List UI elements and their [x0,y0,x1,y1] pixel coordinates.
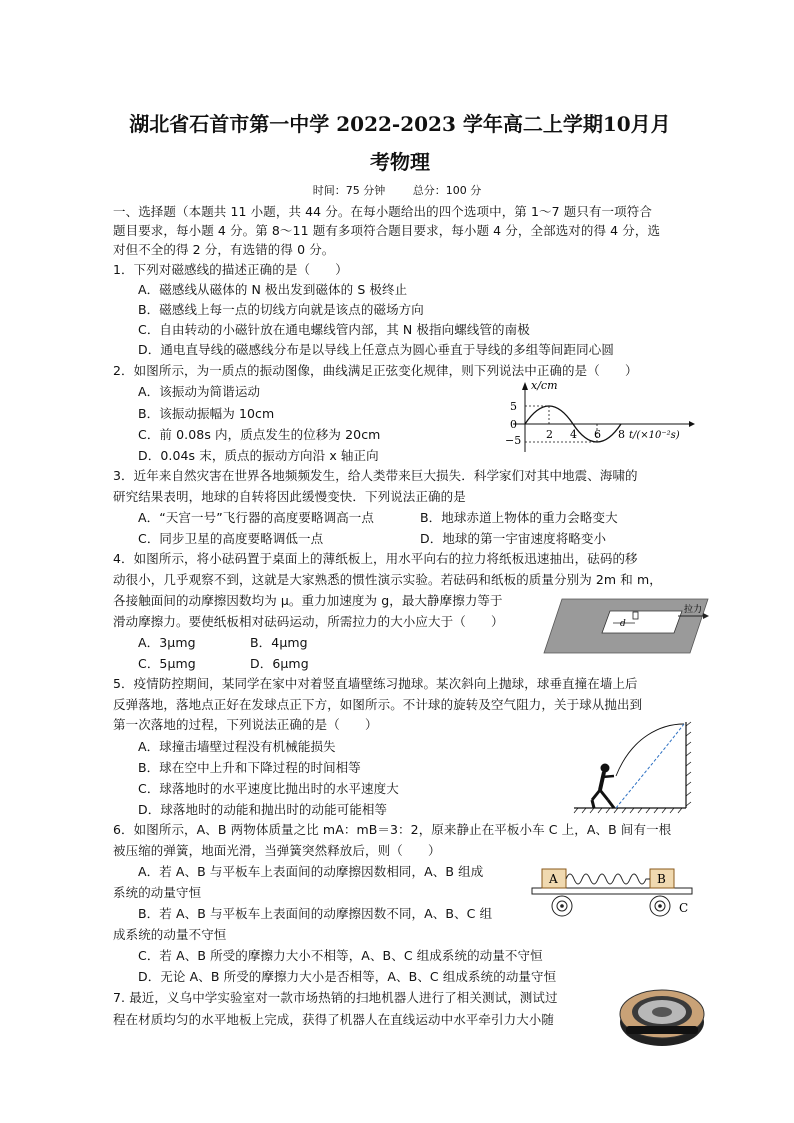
question-5-option: C．球落地时的水平速度比抛出时的水平速度大 [138,781,399,796]
question-4-option: D．6μmg [250,656,309,671]
question-4-option: B．4μmg [250,635,308,650]
question-1-option: B．磁感线上每一点的切线方向就是该点的磁场方向 [138,302,424,317]
exam-title-line1: 湖北省石首市第一中学 2022-2023 学年高二上学期10月月 [129,112,671,136]
question-3-option: B．地球赤道上物体的重力会略变大 [420,510,618,525]
question-5-stem: 反弹落地，落地点正好在发球点正下方，如图所示。不计球的旋转及空气阻力，关于球从抛出到 [113,697,643,712]
thrower-figure [592,764,614,808]
y-tick-neg5: −5 [505,434,522,447]
question-6-option: 系统的动量守恒 [113,885,202,900]
score-label: 总分：100 分 [412,184,482,197]
question-5-option: D．球落地时的动能和抛出时的动能可能相等 [138,802,388,817]
question-1-stem: 1．下列对磁感线的描述正确的是（ ） [113,262,348,277]
question-4-option: C．5μmg [138,656,196,671]
question-4-stem: 4．如图所示，将小砝码置于桌面上的薄纸板上，用水平向右的拉力将纸板迅速抽出，砝码的移 [113,551,638,566]
question-3-option: A．“天宫一号”飞行器的高度要略调高一点 [138,510,375,525]
question-2-option: C．前 0.08s 内，质点发生的位移为 20cm [138,427,381,442]
question-6-option: 成系统的动量不守恒 [113,927,227,942]
vibration-graph [505,376,705,456]
section-instructions: 对但不全的得 2 分，有选错的得 0 分。 [113,242,335,257]
x-tick-8: 8 [618,428,625,441]
time-label: 时间：75 分钟 [312,184,386,197]
y-tick-0: 0 [510,418,517,431]
exam-title-line2: 考物理 [370,150,430,174]
block-a-label: A [549,872,558,886]
question-6-stem: 6．如图所示，A、B 两物体质量之比 mA：mB＝3：2，原来静止在平板小车 C 上，A、B 间有一根 [113,822,672,837]
question-4-stem: 各接触面间的动摩擦因数均为 μ。重力加速度为 g，最大静摩擦力等于 [113,593,503,608]
wall-ball-figure [572,716,702,816]
question-5-stem: 5．疫情防控期间，某同学在家中对着竖直墙壁练习抛球。某次斜向上抛球，球垂直撞在墙上后 [113,676,638,691]
robot-vacuum-image [616,982,708,1050]
question-2-option: A．该振动为简谐运动 [138,384,261,399]
x-axis-label: t/(×10⁻²s) [629,430,680,441]
x-tick-4: 4 [570,428,577,441]
question-6-option: D．无论 A、B 所受的摩擦力大小是否相等，A、B、C 组成系统的动量守恒 [138,969,557,984]
question-5-option: B．球在空中上升和下降过程的时间相等 [138,760,361,775]
section-instructions: 题目要求，每小题 4 分。第 8～11 题有多项符合题目要求，每小题 4 分，全部选对的得 4 分，选 [113,223,661,238]
section-instructions: 一、选择题（本题共 11 小题，共 44 分。在每小题给出的四个选项中，第 1～7 题只有一项符合 [113,204,652,219]
y-axis-label: x/cm [531,379,558,392]
question-3-stem: 研究结果表明，地球的自转将因此缓慢变快．下列说法正确的是 [113,489,466,504]
question-5-option: A．球撞击墙壁过程没有机械能损失 [138,739,336,754]
question-1-option: A．磁感线从磁体的 N 极出发到磁体的 S 极终止 [138,282,408,297]
question-5-stem: 第一次落地的过程，下列说法正确的是（ ） [113,717,378,732]
y-tick-5: 5 [510,400,517,413]
question-1-option: C．自由转动的小磁针放在通电螺线管内部，其 N 极指向螺线管的南极 [138,322,530,337]
question-3-stem: 3．近年来自然灾害在世界各地频频发生，给人类带来巨大损失．科学家们对其中地震、海啸的 [113,468,638,483]
question-6-option: A．若 A、B 与平板车上表面间的动摩擦因数相同，A、B 组成 [138,864,484,879]
question-2-option: D．0.04s 末，质点的振动方向沿 x 轴正向 [138,448,379,463]
question-6-option: C．若 A、B 所受的摩擦力大小不相等，A、B、C 组成系统的动量不守恒 [138,948,543,963]
x-tick-2: 2 [546,428,553,441]
x-tick-6: 6 [594,428,601,441]
distance-d-label: d [620,619,626,629]
question-7-stem: 程在材质均匀的水平地板上完成，获得了机器人在直线运动中水平牵引力大小随 [113,1012,555,1027]
exam-meta [0,182,794,198]
question-4-option: A．3μmg [138,635,196,650]
cart-spring-figure [528,864,698,920]
block-b-label: B [657,872,666,886]
question-3-option: C．同步卫星的高度要略调低一点 [138,531,324,546]
cart-c-label: C [679,901,689,915]
question-7-stem: 7. 最近，义乌中学实验室对一款市场热销的扫地机器人进行了相关测试，测试过 [113,990,558,1005]
paper-weight-figure [540,597,712,655]
question-2-stem: 2．如图所示，为一质点的振动图像，曲线满足正弦变化规律，则下列说法中正确的是（ ） [113,363,638,378]
question-6-option: B．若 A、B 与平板车上表面间的动摩擦因数不同，A、B、C 组 [138,906,493,921]
question-3-option: D．地球的第一宇宙速度将略变小 [420,531,607,546]
question-6-stem: 被压缩的弹簧，地面光滑，当弹簧突然释放后，则（ ） [113,843,441,858]
pull-force-label: 拉力 [684,605,703,615]
question-4-stem: 滑动摩擦力。要使纸板相对砝码运动，所需拉力的大小应大于（ ） [113,614,504,629]
question-4-stem: 动很小，几乎观察不到，这就是大家熟悉的惯性演示实验。若砝码和纸板的质量分别为 2m 和 m， [113,572,662,587]
question-2-option: B．该振动振幅为 10cm [138,406,275,421]
question-1-option: D．通电直导线的磁感线分布是以导线上任意点为圆心垂直于导线的多组等间距同心圆 [138,342,614,357]
